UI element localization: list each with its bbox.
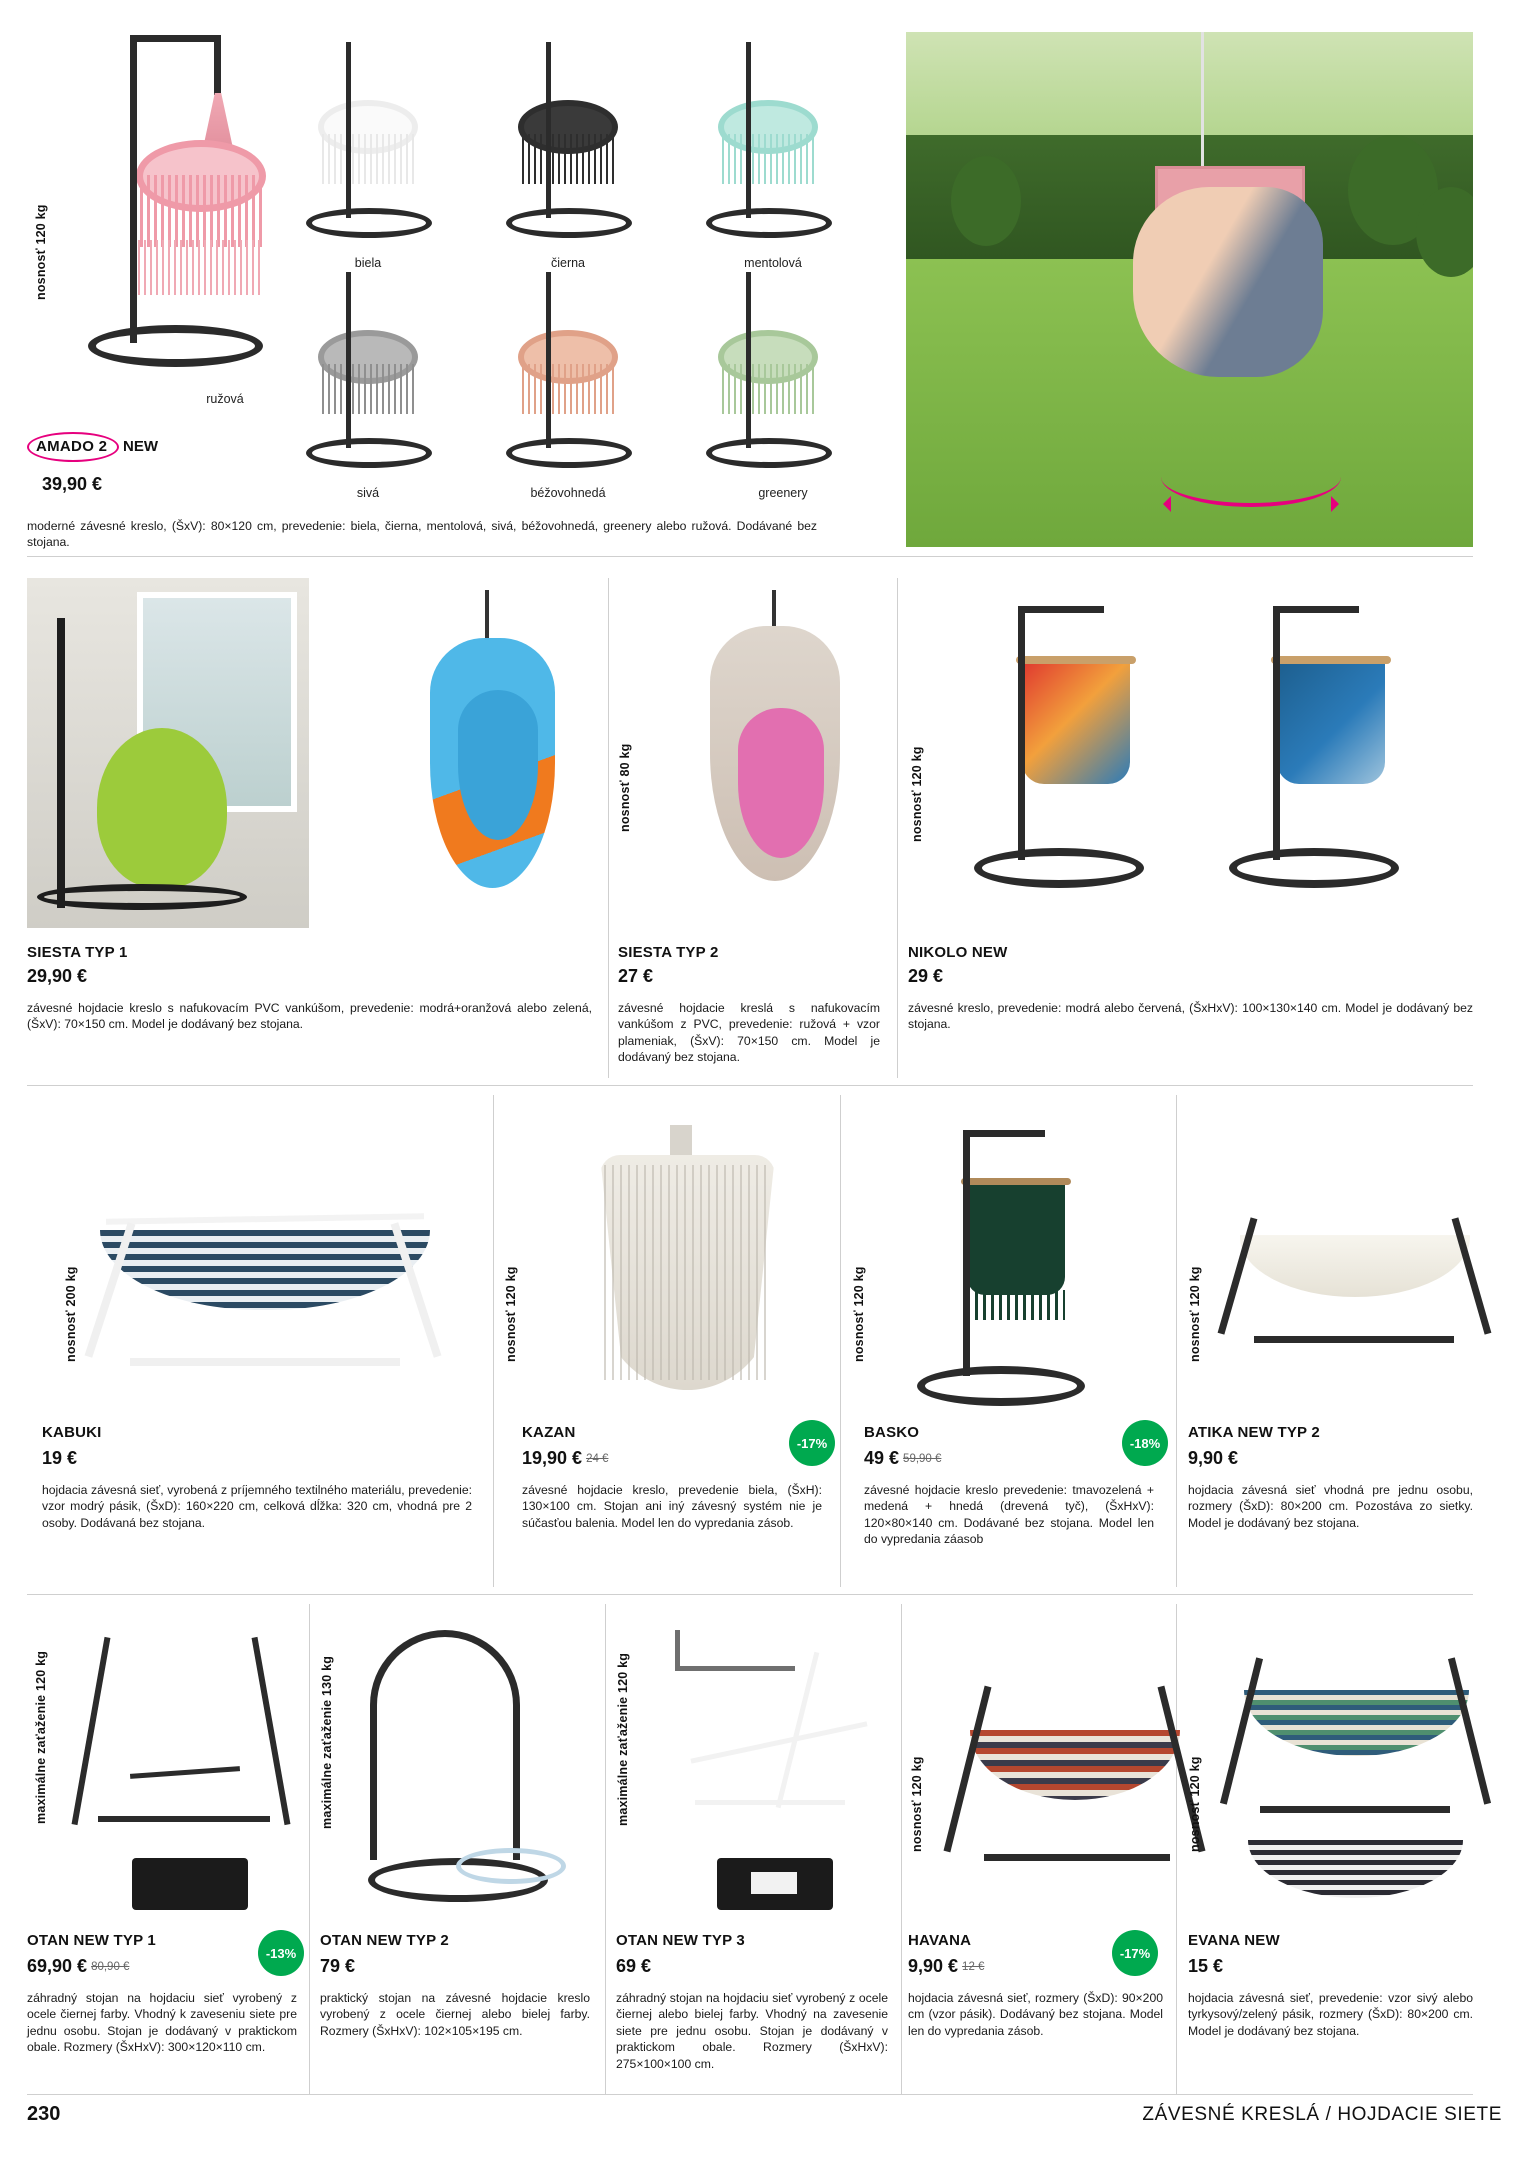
product-description-nikolo-new: závesné kreslo, prevedenie: modrá alebo červená, (ŠxHxV): 100×130×140 cm. Model je dodávaný bez stojana. <box>908 1001 1473 1032</box>
product-image-amado-greenery <box>700 272 835 487</box>
product-description-siesta-typ-2: závesné hojdacie kreslá s nafukovacím vankúšom z PVC, prevedenie: ružová + vzor plameniak, (ŠxV): 70×150 cm. Model je dodávaný bez stojana. <box>618 1001 880 1065</box>
product-name-otan-new-typ-3: OTAN NEW TYP 3 <box>616 1932 745 1949</box>
divider-3 <box>27 1594 1473 1595</box>
product-name-amado: AMADO 2 <box>36 438 108 455</box>
page-footer-title: ZÁVESNÉ KRESLÁ / HOJDACIE SIETE <box>1142 2104 1502 2125</box>
product-price-otan-new-typ-2: 79 € <box>320 1956 356 1976</box>
product-image-amado-mentolova <box>700 42 835 257</box>
product-image-amado-biela <box>300 42 435 257</box>
product-price-havana: 9,90 € 12 € <box>908 1956 985 1976</box>
product-name-evana-new: EVANA NEW <box>1188 1932 1280 1949</box>
divider-v4 <box>840 1095 841 1587</box>
product-name-otan-new-typ-1: OTAN NEW TYP 1 <box>27 1932 156 1949</box>
load-capacity-label-atika: nosnosť 120 kg <box>1188 1266 1202 1362</box>
product-image-siesta-typ-2 <box>680 590 870 920</box>
load-capacity-label-amado: nosnosť 120 kg <box>34 204 48 300</box>
product-description-otan-new-typ-2: praktický stojan na závesné hojdacie kreslo vyrobený z ocele čiernej alebo bielej farby. Rozmery (ŠxHxV): 102×105×195 cm. <box>320 1991 590 2038</box>
product-name-kazan: KAZAN <box>522 1424 576 1441</box>
product-name-nikolo-new: NIKOLO NEW <box>908 944 1008 961</box>
load-capacity-label-otan3: maximálne zaťaženie 120 kg <box>616 1652 630 1826</box>
product-image-amado-cierna <box>500 42 635 257</box>
product-price-kabuki: 19 € <box>42 1448 78 1468</box>
product-description-evana-new: hojdacia závesná sieť, prevedenie: vzor sivý alebo tyrkysový/zelený pásik, rozmery (ŠxD): 80×200 cm. Model je dodávaný bez stojana. <box>1188 1991 1473 2038</box>
product-name-havana: HAVANA <box>908 1932 972 1949</box>
product-description-amado: moderné závesné kreslo, (ŠxV): 80×120 cm, prevedenie: biela, čierna, mentolová, sivá, béžovohnedá, greenery alebo ružová. Dodávané bez stojana. <box>27 519 817 550</box>
divider-4 <box>27 2094 1473 2095</box>
variant-label-greenery: greenery <box>758 486 808 500</box>
product-image-otan-new-typ-1 <box>70 1620 300 1930</box>
load-capacity-label-nikolo: nosnosť 120 kg <box>910 746 924 842</box>
divider-v1 <box>608 578 609 1078</box>
product-name-basko: BASKO <box>864 1424 920 1441</box>
product-price-evana-new: 15 € <box>1188 1956 1224 1976</box>
product-price-basko: 49 € 59,90 € <box>864 1448 942 1468</box>
product-old-price-basko: 59,90 € <box>903 1453 942 1465</box>
product-image-otan-new-typ-3 <box>655 1620 885 1930</box>
divider-2 <box>27 1085 1473 1086</box>
product-price-siesta-typ-2: 27 € <box>618 966 654 986</box>
product-image-nikolo-red <box>960 600 1190 920</box>
product-price-siesta-typ-1: 29,90 € <box>27 966 88 986</box>
product-name-otan-new-typ-2: OTAN NEW TYP 2 <box>320 1932 449 1949</box>
product-description-atika-new-typ-2: hojdacia závesná sieť vhodná pre jednu osobu, rozmery (ŠxD): 80×200 cm. Pozostáva zo sietky. Model je dodávaný bez stojana. <box>1188 1483 1473 1530</box>
discount-badge-havana: -17% <box>1112 1930 1158 1976</box>
discount-badge-otan-new-typ-1: -13% <box>258 1930 304 1976</box>
divider-v2 <box>897 578 898 1078</box>
page-number: 230 <box>27 2103 61 2125</box>
variant-label-mentolova: mentolová <box>744 256 802 270</box>
product-description-otan-new-typ-3: záhradný stojan na hojdaciu sieť vyrobený z ocele čiernej alebo bielej farby. Vhodný na zavesenie siete pre jednu osobu. Stojan je dodávaný v praktickom obale. Rozmery (ŠxHxV): 275×100×100 cm. <box>616 1991 888 2071</box>
load-capacity-label-otan2: maximálne zaťaženie 130 kg <box>320 1655 334 1829</box>
product-name-siesta-typ-1: SIESTA TYP 1 <box>27 944 128 961</box>
product-price-nikolo-new: 29 € <box>908 966 944 986</box>
product-description-basko: závesné hojdacie kreslo prevedenie: tmavozelená + medená + hnedá (drevená tyč), (ŠxHxV): 120×80×140 cm. Dodávané bez stojana. Model len do vypredania záasob <box>864 1483 1154 1547</box>
product-price-amado: 39,90 € <box>42 474 103 494</box>
product-description-havana: hojdacia závesná sieť, rozmery (ŠxD): 90×200 cm (vzor pásik). Dodávaný bez stojana. Model len do vypredania zásob. <box>908 1991 1163 2038</box>
product-old-price-otan-new-typ-1: 80,90 € <box>91 1961 130 1973</box>
product-image-amado-ruzova <box>78 35 268 425</box>
product-image-basko <box>905 1130 1125 1430</box>
product-old-price-havana: 12 € <box>962 1961 985 1973</box>
product-image-otan-new-typ-2 <box>360 1620 580 1930</box>
divider-v8 <box>901 1604 902 2094</box>
product-name-kabuki: KABUKI <box>42 1424 102 1441</box>
product-price-otan-new-typ-3: 69 € <box>616 1956 652 1976</box>
variant-label-biela: biela <box>354 256 382 270</box>
discount-badge-basko: -18% <box>1122 1420 1168 1466</box>
product-description-siesta-typ-1: závesné hojdacie kreslo s nafukovacím PVC vankúšom, prevedenie: modrá+oranžová alebo zelená, (ŠxV): 70×150 cm. Model je dodávaný bez stojana. <box>27 1001 592 1032</box>
product-image-kabuki <box>100 1190 430 1410</box>
load-capacity-label-otan1: maximálne zaťaženie 120 kg <box>34 1650 48 1824</box>
product-price-otan-new-typ-1: 69,90 € 80,90 € <box>27 1956 130 1976</box>
product-image-amado-siva <box>300 272 435 487</box>
load-capacity-label-evana: nosnosť 120 kg <box>1188 1756 1202 1852</box>
discount-badge-kazan: -17% <box>789 1420 835 1466</box>
product-image-evana-new <box>1230 1640 1480 1930</box>
variant-label-siva: sivá <box>356 486 380 500</box>
product-image-amado-bezovohneda <box>500 272 635 487</box>
divider-v7 <box>605 1604 606 2094</box>
variant-label-ruzova: ružová <box>206 392 244 406</box>
load-capacity-label-kabuki: nosnosť 200 kg <box>64 1266 78 1362</box>
product-name-siesta-typ-2: SIESTA TYP 2 <box>618 944 719 961</box>
load-capacity-label-siesta2: nosnosť 80 kg <box>618 743 632 832</box>
product-image-atika-new-typ-2 <box>1230 1190 1480 1390</box>
product-new-tag-amado: NEW <box>123 438 158 455</box>
variant-label-cierna: čierna <box>550 256 586 270</box>
product-description-kazan: závesné hojdacie kreslo, prevedenie biela, (ŠxH): 130×100 cm. Stojan ani iný závesný systém nie je súčasťou balenia. Model len do vypredania zásob. <box>522 1483 822 1530</box>
product-old-price-kazan: 24 € <box>586 1453 609 1465</box>
load-capacity-label-basko: nosnosť 120 kg <box>852 1266 866 1362</box>
product-image-nikolo-blue <box>1215 600 1445 920</box>
product-description-kabuki: hojdacia závesná sieť, vyrobená z príjemného textilného materiálu, prevedenie: vzor modrý pásik, (ŠxD): 160×220 cm, celková dĺžka: 320 cm, vhodná pre 2 osoby. Dodávaná bez stojana. <box>42 1483 472 1530</box>
product-image-havana <box>950 1660 1200 1930</box>
product-image-siesta-typ-1 <box>390 590 590 920</box>
load-capacity-label-kazan: nosnosť 120 kg <box>504 1266 518 1362</box>
divider-v6 <box>309 1604 310 2094</box>
product-name-atika-new-typ-2: ATIKA NEW TYP 2 <box>1188 1424 1320 1441</box>
load-capacity-label-havana: nosnosť 120 kg <box>910 1756 924 1852</box>
product-description-otan-new-typ-1: záhradný stojan na hojdaciu sieť vyrobený z ocele čiernej farby. Vhodný k zaveseniu siete pre jednu osobu. Stojan je dodávaný v praktickom obale. Rozmery (ŠxHxV): 300×120×110 cm. <box>27 1991 297 2055</box>
product-image-siesta-typ-1-room <box>27 578 309 928</box>
divider-v3 <box>493 1095 494 1587</box>
lifestyle-photo-amado <box>906 32 1473 547</box>
product-price-atika-new-typ-2: 9,90 € <box>1188 1448 1239 1468</box>
product-price-kazan: 19,90 € 24 € <box>522 1448 609 1468</box>
variant-label-bezovohneda: béžovohnedá <box>530 486 606 500</box>
divider-1 <box>27 556 1473 557</box>
product-image-kazan <box>560 1125 810 1425</box>
divider-v5 <box>1176 1095 1177 1587</box>
